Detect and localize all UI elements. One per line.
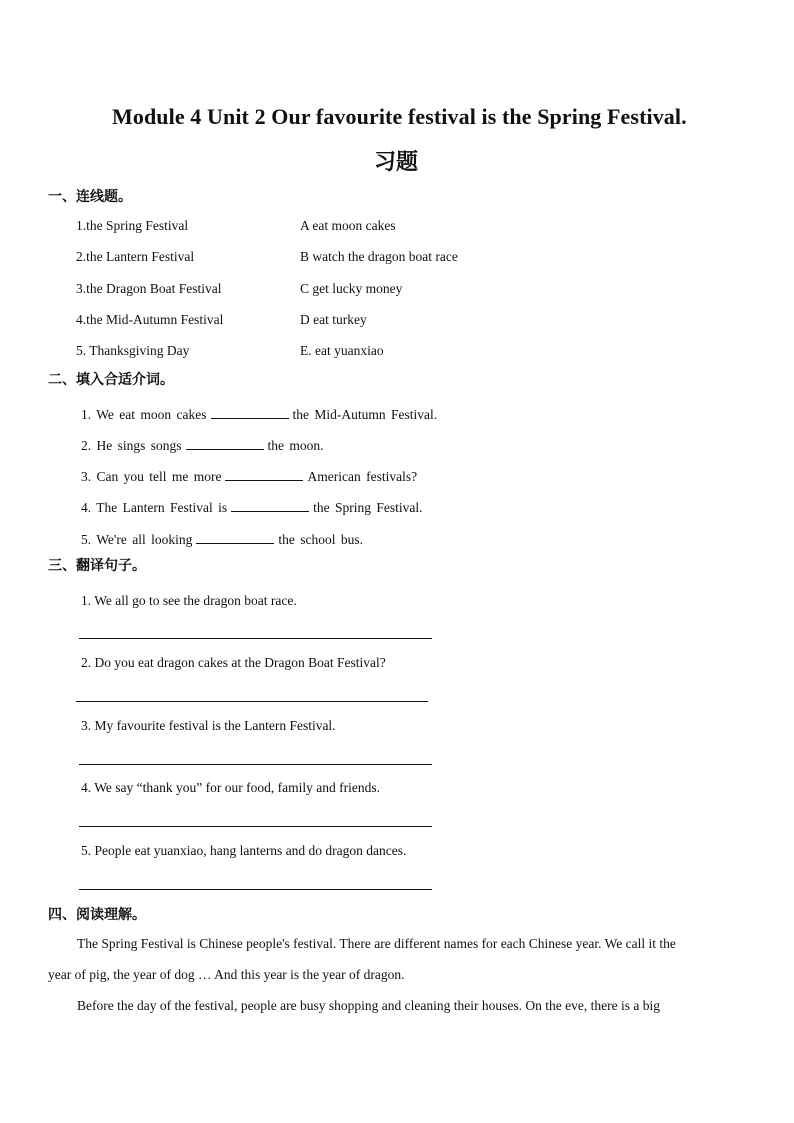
fill-text-before: 3. Can you tell me more: [81, 469, 222, 484]
match-left-item: 5. Thanksgiving Day: [76, 343, 190, 358]
answer-line[interactable]: [79, 638, 432, 639]
section-4-heading: 四、阅读理解。: [48, 907, 146, 923]
answer-line[interactable]: [79, 764, 432, 765]
reading-paragraph-line: The Spring Festival is Chinese people's festival. There are different names for each Chinese year. We call it the: [77, 936, 676, 951]
match-right-item: D eat turkey: [300, 312, 367, 327]
match-right-item: E. eat yuanxiao: [300, 343, 384, 358]
match-left-item: 1.the Spring Festival: [76, 218, 189, 233]
match-right-item: C get lucky money: [300, 281, 403, 296]
match-left-item: 2.the Lantern Festival: [76, 249, 195, 264]
match-right-item: A eat moon cakes: [300, 218, 396, 233]
match-right-item: B watch the dragon boat race: [300, 249, 458, 264]
answer-line[interactable]: [76, 701, 428, 702]
answer-blank[interactable]: [231, 499, 309, 512]
fill-text-after: the Spring Festival.: [313, 500, 423, 515]
answer-line[interactable]: [79, 826, 432, 827]
section-3-heading: 三、翻译句子。: [48, 558, 146, 574]
answer-blank[interactable]: [211, 406, 289, 419]
translate-sentence: 2. Do you eat dragon cakes at the Dragon Boat Festival?: [81, 655, 386, 670]
fill-blank-item: [81, 499, 422, 516]
answer-blank[interactable]: [196, 531, 274, 544]
translate-sentence: 1. We all go to see the dragon boat race.: [81, 593, 297, 608]
fill-text-after: the Mid-Autumn Festival.: [292, 407, 438, 422]
answer-blank[interactable]: [186, 437, 264, 450]
fill-text-before: 2. He sings songs: [81, 438, 182, 453]
translate-sentence: 3. My favourite festival is the Lantern Festival.: [81, 718, 336, 733]
answer-blank[interactable]: [225, 468, 303, 481]
fill-text-before: 5. We're all looking: [81, 532, 193, 547]
fill-text-after: the school bus.: [278, 532, 363, 547]
translate-sentence: 4. We say “thank you” for our food, family and friends.: [81, 780, 380, 795]
fill-blank-item: [81, 531, 363, 548]
translate-sentence: 5. People eat yuanxiao, hang lanterns and do dragon dances.: [81, 843, 407, 858]
section-2-heading: 二、填入合适介词。: [48, 372, 174, 388]
answer-line[interactable]: [79, 889, 432, 890]
match-left-item: 3.the Dragon Boat Festival: [76, 281, 222, 296]
reading-paragraph-line: year of pig, the year of dog … And this year is the year of dragon.: [48, 967, 405, 982]
fill-text-after: American festivals?: [307, 469, 418, 484]
page-subtitle: 习题: [374, 150, 419, 175]
fill-text-before: 1. We eat moon cakes: [81, 407, 207, 422]
fill-text-before: 4. The Lantern Festival is: [81, 500, 228, 515]
fill-blank-item: [81, 406, 437, 423]
fill-blank-item: [81, 437, 324, 454]
page-title: Module 4 Unit 2 Our favourite festival is the Spring Festival.: [112, 104, 687, 129]
reading-paragraph-line: Before the day of the festival, people are busy shopping and cleaning their houses. On the eve, there is a big: [77, 998, 660, 1013]
fill-blank-item: [81, 468, 417, 485]
fill-text-after: the moon.: [267, 438, 324, 453]
match-left-item: 4.the Mid-Autumn Festival: [76, 312, 224, 327]
section-1-heading: 一、连线题。: [48, 189, 132, 205]
